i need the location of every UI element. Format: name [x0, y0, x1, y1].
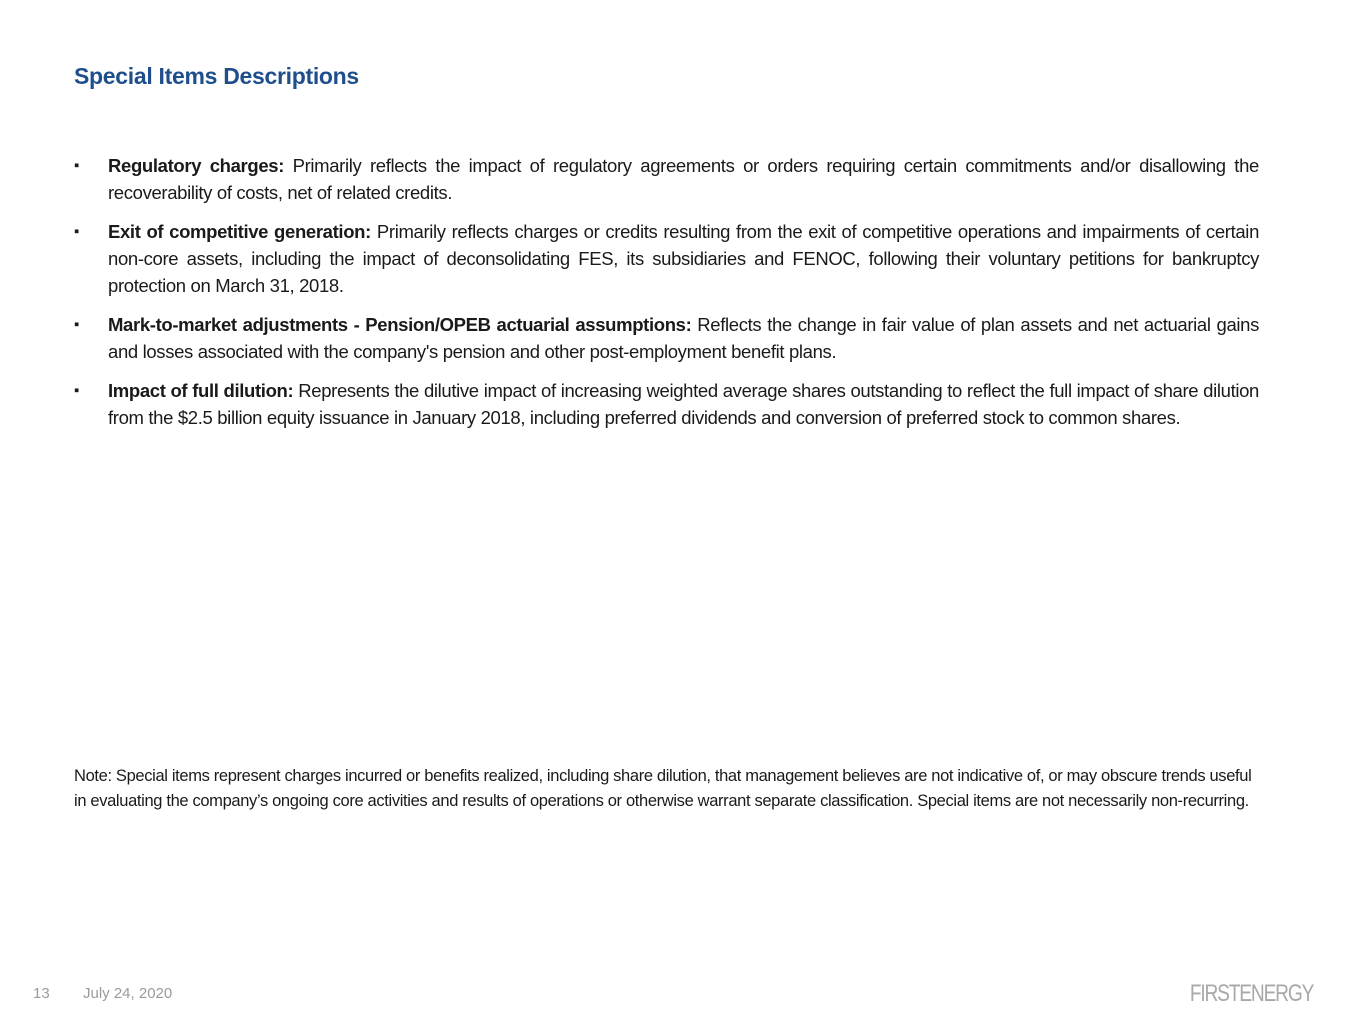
bullet-term: Regulatory charges:	[108, 155, 285, 176]
square-bullet-icon: ▪	[74, 157, 79, 174]
bullet-term: Mark-to-market adjustments - Pension/OPEB actuarial assumptions:	[108, 314, 692, 335]
bullet-full-dilution	[74, 377, 1259, 431]
square-bullet-icon: ▪	[74, 316, 79, 333]
bullet-text: Reflects the change in fair value of plan assets and net actuarial gains and losses associated with the company's pension and other post-employment benefit plans.	[108, 314, 1259, 362]
bullet-exit-competitive-generation	[74, 218, 1259, 299]
square-bullet-icon: ▪	[74, 382, 79, 399]
footer-date: July 24, 2020	[83, 985, 173, 1002]
bullet-term: Impact of full dilution:	[108, 380, 294, 401]
bullet-text: Primarily reflects charges or credits resulting from the exit of competitive operations and impairments of certain non-core assets, including the impact of deconsolidating FES, its subsidiaries and FENOC, following their voluntary petitions for bankruptcy protection on March 31, 2018.	[108, 221, 1260, 296]
slide-title: Special Items Descriptions	[74, 63, 359, 89]
special-items-list	[74, 152, 1259, 443]
bullet-regulatory-charges	[74, 152, 1259, 206]
bullet-text: Represents the dilutive impact of increasing weighted average shares outstanding to reflect the full impact of share dilution from the $2.5 billion equity issuance in January 2018, including preferred dividends and conversion of preferred stock to common shares.	[108, 380, 1259, 428]
page-number: 13	[33, 985, 50, 1002]
bullet-mark-to-market	[74, 311, 1259, 365]
footnote: Note: Special items represent charges incurred or benefits realized, including share dilution, that management believes are not indicative of, or may obscure trends useful in evaluating the company’s ongoing core activities and results of operations or otherwise warrant separate classification. Special items are not necessarily non-recurring.	[74, 767, 1252, 810]
square-bullet-icon: ▪	[74, 223, 79, 240]
company-logo: FIRSTENERGY	[1189, 980, 1313, 1007]
bullet-text: Primarily reflects the impact of regulatory agreements or orders requiring certain commitments and/or disallowing the recoverability of costs, net of related credits.	[108, 155, 1259, 203]
bullet-term: Exit of competitive generation:	[108, 221, 371, 242]
